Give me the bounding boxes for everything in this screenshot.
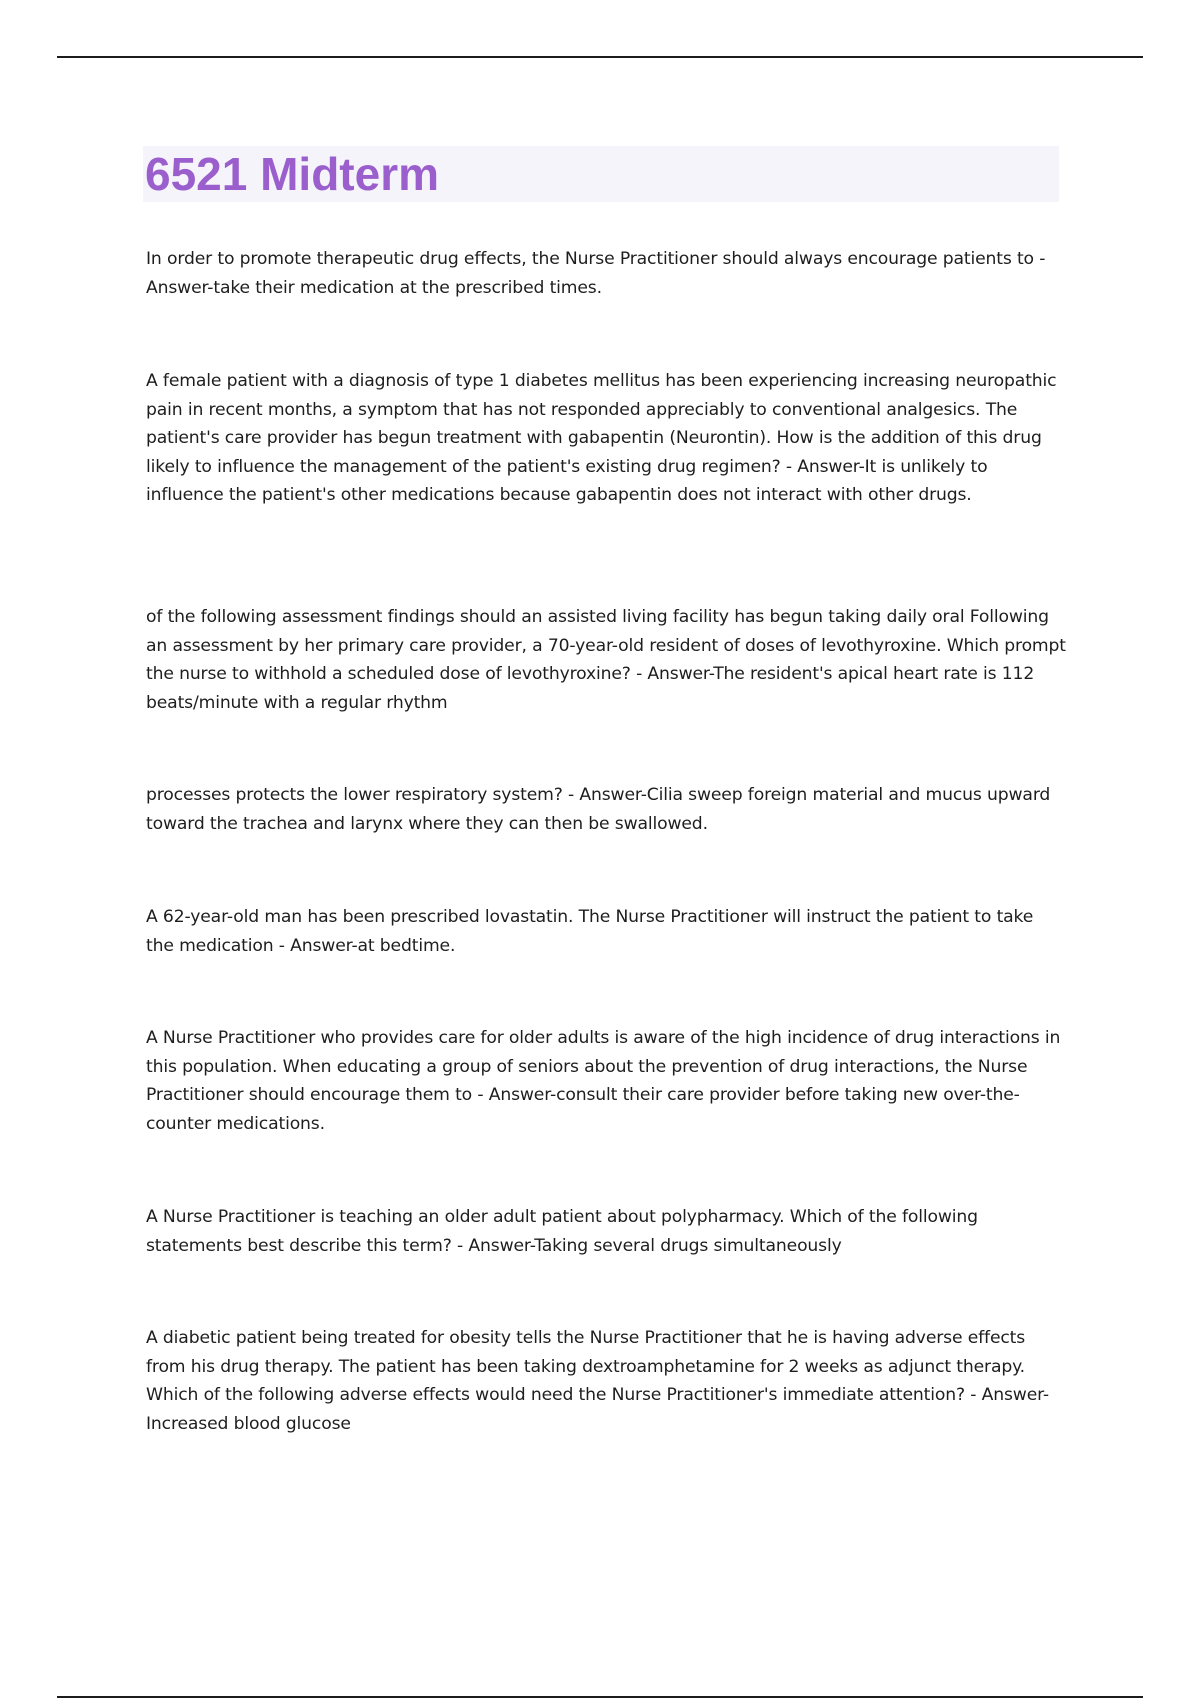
qa-entry-2: A female patient with a diagnosis of type 1 diabetes mellitus has been experiencing increasing neuropathic pain in recent months, a symptom that has not responded appreciably to conventional analgesics. The patient's care provider has begun treatment with gabapentin (Neurontin). How is the addition of this drug likely to influence the management of the patient's existing drug regimen? - Answer-It is unlikely to influence the patient's other medications because gabapentin does not interact with other drugs. [146,371,1057,506]
qa-entry-5: A 62-year-old man has been prescribed lovastatin. The Nurse Practitioner will instruct the patient to take the medication - Answer-at bedtime. [146,907,1034,956]
qa-entry-8: A diabetic patient being treated for obesity tells the Nurse Practitioner that he is having adverse effects from his drug therapy. The patient has been taking dextroamphetamine for 2 weeks as adjunct therapy. Which of the following adverse effects would need the Nurse Practitioner's immediate attention? - Answer-Increased blood glucose [146,1328,1049,1434]
qa-entry-7: A Nurse Practitioner is teaching an older adult patient about polypharmacy. Which of the following statements best describe this term? - Answer-Taking several drugs simultaneously [146,1207,978,1256]
qa-entry-6: A Nurse Practitioner who provides care for older adults is aware of the high incidence of drug interactions in this population. When educating a group of seniors about the prevention of drug interactions, the Nurse Practitioner should encourage them to - Answer-consult their care provider before taking new over-the-counter medications. [146,1028,1061,1134]
qa-entry-4: processes protects the lower respiratory system? - Answer-Cilia sweep foreign material and mucus upward toward the trachea and larynx where they can then be swallowed. [146,785,1051,834]
footer-rule [57,1696,1143,1698]
qa-entry-1: In order to promote therapeutic drug effects, the Nurse Practitioner should always encourage patients to - Answer-take their medication at the prescribed times. [146,249,1046,298]
header-rule [57,56,1143,58]
document-title: 6521 Midterm [145,148,440,200]
qa-entry-3: of the following assessment findings should an assisted living facility has begun taking daily oral Following an assessment by her primary care provider, a 70-year-old resident of doses of levothyroxine. Which prompt the nurse to withhold a scheduled dose of levothyroxine? - Answer-The resident's apical heart rate is 112 beats/minute with a regular rhythm [146,607,1066,713]
